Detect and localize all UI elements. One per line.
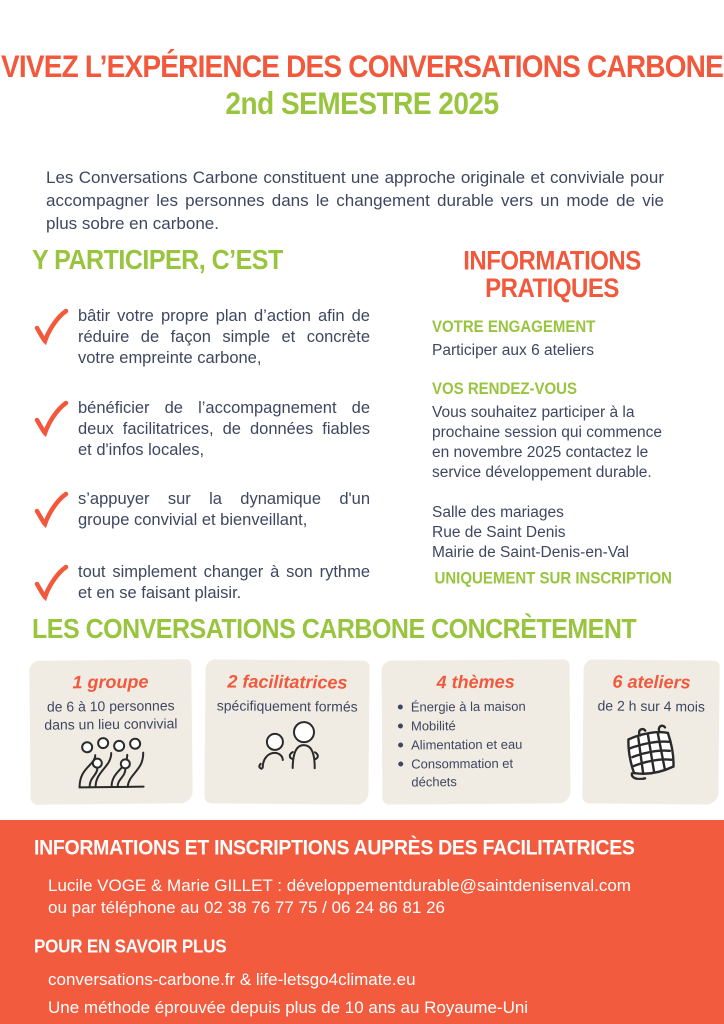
card-group [29,659,192,805]
theme-item: Énergie à la maison [398,697,560,717]
participate-heading: Y PARTICIPER, C’EST [32,244,283,276]
list-item-text: bâtir votre propre plan d’action afin de réduire de façon simple et concrète votre empreinte carbone, [78,307,370,368]
card-text: spécifiquement formés [216,697,358,715]
list-item-text: bénéficier de l’accompagnement de deux facilitatrices, de données fiables et d'infos locales, [78,398,370,459]
card-text: de 2 h sur 4 mois [597,697,706,715]
venue-address [432,503,672,563]
more-info-heading: POUR EN SAVOIR PLUS [34,936,227,958]
list-item [32,306,370,369]
themes-list [392,697,561,792]
contact-email-line: Lucile VOGE & Marie GILLET : développementdurable@saintdenisenval.com [48,876,631,895]
checkmark-icon [32,564,72,607]
card-facilitators [204,659,369,804]
list-item [32,489,370,534]
address-line: Rue de Saint Denis [432,524,566,542]
card-themes [381,659,570,804]
calendar-icon [592,719,709,785]
card-title: 2 facilitatrices [227,671,348,693]
page-subtitle: 2nd SEMESTRE 2025 [225,85,499,121]
checkmark-icon [32,491,72,534]
list-item-text: tout simplement changer à son rythme et en se faisant plaisir. [78,562,370,603]
theme-item: Mobilité [398,716,560,736]
rendezvous-label: VOS RENDEZ-VOUS [432,379,578,398]
footer-heading: INFORMATIONS ET INSCRIPTIONS AUPRÈS DES FACILITATRICES [34,836,635,861]
websites-line: conversations-carbone.fr & life-letsgo4climate.eu [48,970,416,990]
practical-info-heading [432,247,672,302]
list-item-text: s’appuyer sur la dynamique d'un groupe convivial et bienveillant, [78,489,370,530]
intro-paragraph: Les Conversations Carbone constituent une approche originale et conviviale pour accompagner les personnes dans le changement durable vers un mode de vie plus sobre en carbone. [46,168,664,233]
concretely-heading: LES CONVERSATIONS CARBONE CONCRÈTEMENT [32,614,637,645]
engagement-text: Participer aux 6 ateliers [432,342,594,360]
page-title: VIVEZ L’EXPÉRIENCE DES CONVERSATIONS CARBONE [1,49,723,84]
card-title: 4 thèmes [436,671,515,693]
address-line: Mairie de Saint-Denis-en-Val [432,544,629,562]
checkmark-icon [32,308,72,351]
practical-info-section [432,246,672,564]
participate-section [32,246,370,635]
contact-phone-line: ou par téléphone au 02 38 76 77 75 / 06 24 86 81 26 [48,898,446,918]
benefit-list [32,306,370,607]
checkmark-icon [32,400,72,443]
contact-block [48,875,690,919]
links-block [48,966,690,1022]
card-workshops [582,659,720,804]
group-of-people-icon [40,736,183,794]
footer [0,820,724,1024]
registration-note: UNIQUEMENT SUR INSCRIPTION [434,569,672,588]
theme-item: Consommation et déchets [398,754,560,793]
theme-item: Alimentation et eau [398,735,560,755]
address-line: Salle des mariages [432,504,564,522]
title-block [0,49,724,121]
card-title: 1 groupe [72,671,149,693]
card-text: de 6 à 10 personnes dans un lieu convivial [44,697,178,733]
practical-info-heading-line2: PRATIQUES [485,274,619,304]
practical-info-heading-line1: INFORMATIONS [463,246,641,277]
two-people-icon [215,719,359,777]
list-item [32,562,370,607]
method-line: Une méthode éprouvée depuis plus de 10 ans au Royaume-Uni [48,998,529,1018]
card-title: 6 ateliers [612,671,691,693]
summary-cards [30,660,719,804]
list-item [32,398,370,461]
rendezvous-text: Vous souhaitez participer à la prochaine session qui commence en novembre 2025 contactez le service développement durable. [432,403,663,481]
engagement-label: VOTRE ENGAGEMENT [432,318,596,337]
